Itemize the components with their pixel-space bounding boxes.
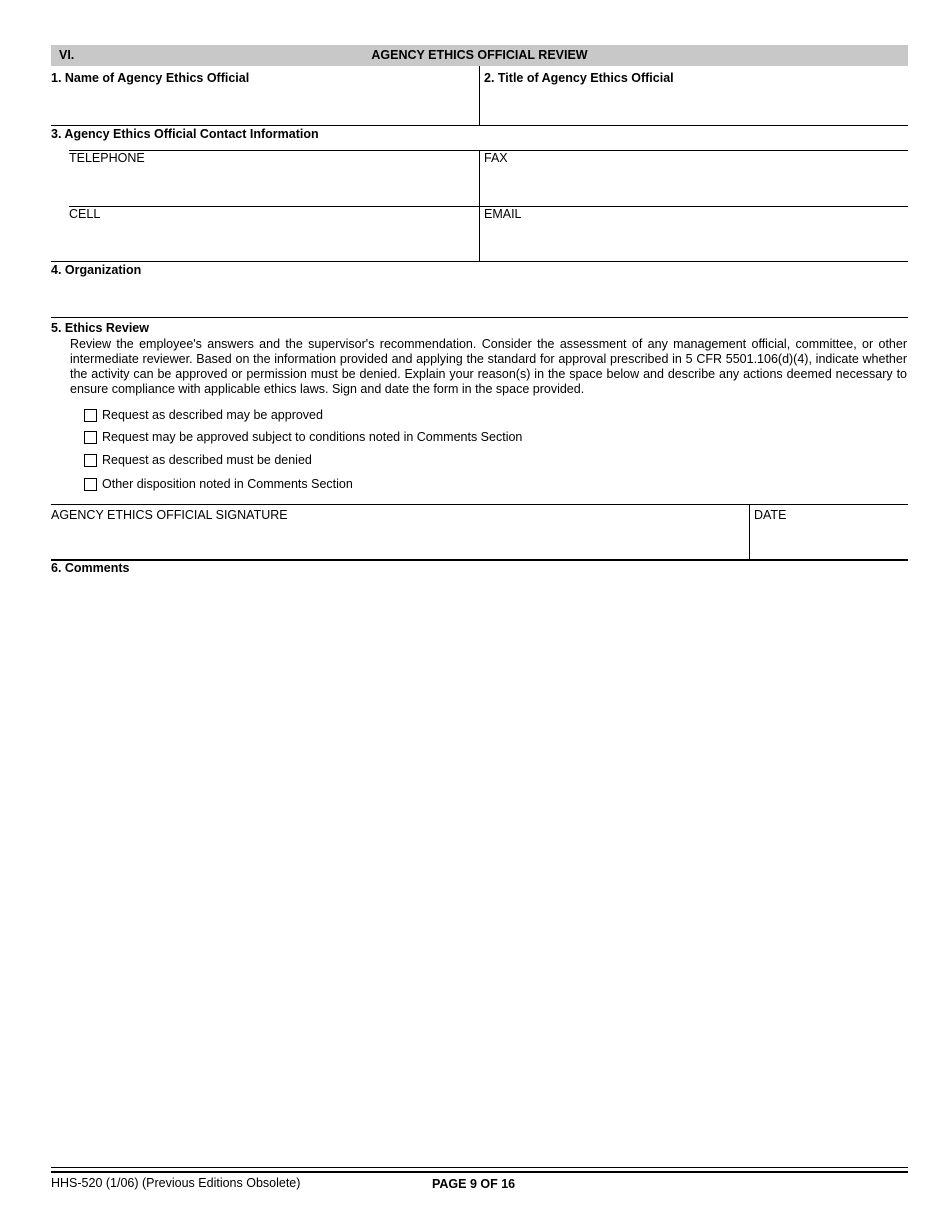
email-label: EMAIL bbox=[484, 207, 522, 221]
fax-label: FAX bbox=[484, 151, 508, 165]
divider bbox=[51, 261, 908, 262]
footer-rule bbox=[51, 1167, 908, 1168]
telephone-label: TELEPHONE bbox=[69, 151, 145, 165]
email-field[interactable] bbox=[486, 228, 904, 256]
footer-rule bbox=[51, 1171, 908, 1173]
section-title: AGENCY ETHICS OFFICIAL REVIEW bbox=[371, 48, 588, 62]
organization-label: 4. Organization bbox=[51, 263, 142, 277]
option-other[interactable] bbox=[84, 477, 353, 491]
section-number: VI. bbox=[59, 48, 75, 62]
approved-checkbox[interactable] bbox=[84, 409, 97, 422]
option-label: Request may be approved subject to conditions noted in Comments Section bbox=[102, 430, 523, 444]
signature-area[interactable] bbox=[51, 527, 745, 557]
organization-field[interactable] bbox=[55, 284, 904, 312]
option-approved[interactable] bbox=[84, 408, 323, 422]
option-label: Other disposition noted in Comments Section bbox=[102, 477, 353, 491]
divider bbox=[51, 504, 908, 505]
section-header bbox=[51, 45, 908, 66]
comments-label: 6. Comments bbox=[51, 561, 130, 575]
divider bbox=[479, 66, 480, 125]
option-label: Request as described may be approved bbox=[102, 408, 323, 422]
name-field[interactable] bbox=[55, 92, 473, 118]
form-id: HHS-520 (1/06) (Previous Editions Obsolete) bbox=[51, 1176, 301, 1190]
contact-info-label: 3. Agency Ethics Official Contact Information bbox=[51, 127, 319, 141]
option-denied[interactable] bbox=[84, 453, 312, 467]
page-number: PAGE 9 OF 16 bbox=[432, 1177, 516, 1191]
fax-field[interactable] bbox=[486, 172, 904, 200]
denied-checkbox[interactable] bbox=[84, 454, 97, 467]
approved-with-conditions-checkbox[interactable] bbox=[84, 431, 97, 444]
divider bbox=[51, 125, 908, 126]
cell-field[interactable] bbox=[72, 228, 472, 256]
date-label: DATE bbox=[754, 508, 787, 522]
cell-label: CELL bbox=[69, 207, 101, 221]
comments-field[interactable] bbox=[51, 580, 912, 1164]
divider bbox=[51, 559, 908, 561]
signature-label: AGENCY ETHICS OFFICIAL SIGNATURE bbox=[51, 508, 288, 522]
date-field[interactable] bbox=[756, 528, 904, 554]
title-label: 2. Title of Agency Ethics Official bbox=[484, 71, 674, 85]
name-label: 1. Name of Agency Ethics Official bbox=[51, 71, 250, 85]
divider bbox=[749, 504, 750, 559]
divider bbox=[51, 317, 908, 318]
telephone-field[interactable] bbox=[72, 172, 472, 200]
option-approved-with-conditions[interactable] bbox=[84, 430, 522, 444]
ethics-review-label: 5. Ethics Review bbox=[51, 321, 149, 335]
option-label: Request as described must be denied bbox=[102, 453, 312, 467]
title-field[interactable] bbox=[486, 92, 904, 118]
ethics-review-instructions: Review the employee's answers and the supervisor's recommendation. Consider the assessment of any management official, committee, or other intermediate reviewer. Based on the information provided and applying the standard for approval prescribed in 5 CFR 5501.106(d)(4), indicate whether the activity can be approved or permission must be denied. Explain your reason(s) in the space below and describe any actions deemed necessary to ensure compliance with applicable ethics laws. Sign and date the form in the space provided. bbox=[70, 337, 907, 396]
other-disposition-checkbox[interactable] bbox=[84, 478, 97, 491]
